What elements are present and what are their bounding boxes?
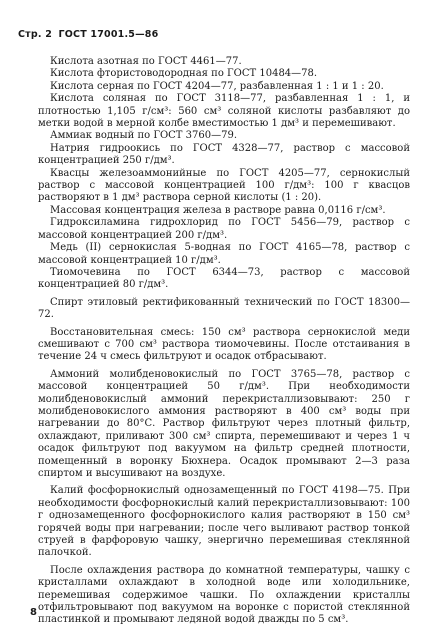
paragraph-hydroxylamine: Гидроксиламина гидрохлорид по ГОСТ 5456—79, раствор с массовой концентрацией 200 г/дм³. <box>38 217 410 241</box>
paragraph-hydrofluoric-acid: Кислота фтористоводородная по ГОСТ 10484—78. <box>50 68 318 80</box>
document-body <box>38 56 410 627</box>
paragraph-iron-concentration: Массовая концентрация железа в растворе равна 0,0116 г/см³. <box>50 204 386 216</box>
paragraph-ethanol: Спирт этиловый ректификованный технический по ГОСТ 18300—72. <box>38 296 410 321</box>
paragraph-thiourea: Тиомочевина по ГОСТ 6344—73, раствор с массовой концентрацией 80 г/дм³. <box>38 266 410 291</box>
paragraph-hydrochloric-acid: Кислота соляная по ГОСТ 3118—77, разбавленная 1 : 1, и плотностью 1,105 г/см³: 560 см³ соляной кислоты разбавляют до метки водой в мерной колбе вместимостью 1 дм³ и перемешивают. <box>38 93 410 130</box>
paragraph-reducing-mixture: Восстановительная смесь: 150 см³ раствора сернокислой меди смешивают с 700 см³ раствора тиомочевины. После отстаивания в течение 24 ч смесь фильтруют и осадок отбрасывают. <box>38 326 410 363</box>
paragraph-nitric-acid: Кислота азотная по ГОСТ 4461—77. <box>50 56 242 67</box>
paragraph-iron-alum: Квасцы железоаммонийные по ГОСТ 4205—77, сернокислый раствор с массовой концентрацией 100 г/дм³: 100 г квасцов растворяют в 1 дм³ раствора серной кислоты (1 : 20). <box>38 167 410 204</box>
paragraph-ammonium-molybdate: Аммоний молибденовокислый по ГОСТ 3765—78, раствор с массовой концентрацией 50 г/дм³. При необходимости молибденовокислый аммоний перекристаллизовывают: 250 г молибденовокислого аммония растворяют в 400 см³ воды при нагревании до 80°С. Раствор фильтруют через плотный фильтр, охлаждают, приливают 300 см³ спирта, перемешивают и через 1 ч осадок фильтруют под вакуумом на фильтр средней плотности, помещенный в воронку Бюхнера. Осадок промывают 2—3 раза спиртом и высушивают на воздухе. <box>38 368 410 479</box>
page-header <box>18 29 158 40</box>
paragraph-sodium-hydroxide: Натрия гидроокись по ГОСТ 4328—77, раствор с массовой концентрацией 250 г/дм³. <box>38 142 410 167</box>
page-label: Стр. 2 <box>18 29 53 40</box>
standard-designation: ГОСТ 17001.5—86 <box>58 29 159 40</box>
paragraph-ammonia: Аммиак водный по ГОСТ 3760—79. <box>50 130 237 142</box>
paragraph-cooling: После охлаждения раствора до комнатной температуры, чашку с кристаллами охлаждают в холодной воде или холодильнике, перемешивая содержимое чашки. По охлаждении кристаллы отфильтровывают под вакуумом на воронке с пористой стеклянной пластинкой и промывают ледяной водой дважды по 5 см³. <box>38 564 410 626</box>
paragraph-sulfuric-acid: Кислота серная по ГОСТ 4204—77, разбавленная 1 : 1 и 1 : 20. <box>50 80 384 92</box>
paragraph-copper-sulfate: Медь (II) сернокислая 5-водная по ГОСТ 4165—78, раствор с массовой концентрацией 10 г/дм³. <box>38 242 410 266</box>
page-number: 8 <box>30 607 37 618</box>
paragraph-potassium-phosphate: Калий фосфорнокислый однозамещенный по ГОСТ 4198—75. При необходимости фосфорнокислый калий перекристаллизовывают: 100 г однозамещенного фосфорнокислого калия растворяют в 150 см³ горячей воды при нагревании; после чего выливают раствор тонкой струей в фарфоровую чашку, энергично перемешивая стеклянной палочкой. <box>38 485 410 559</box>
